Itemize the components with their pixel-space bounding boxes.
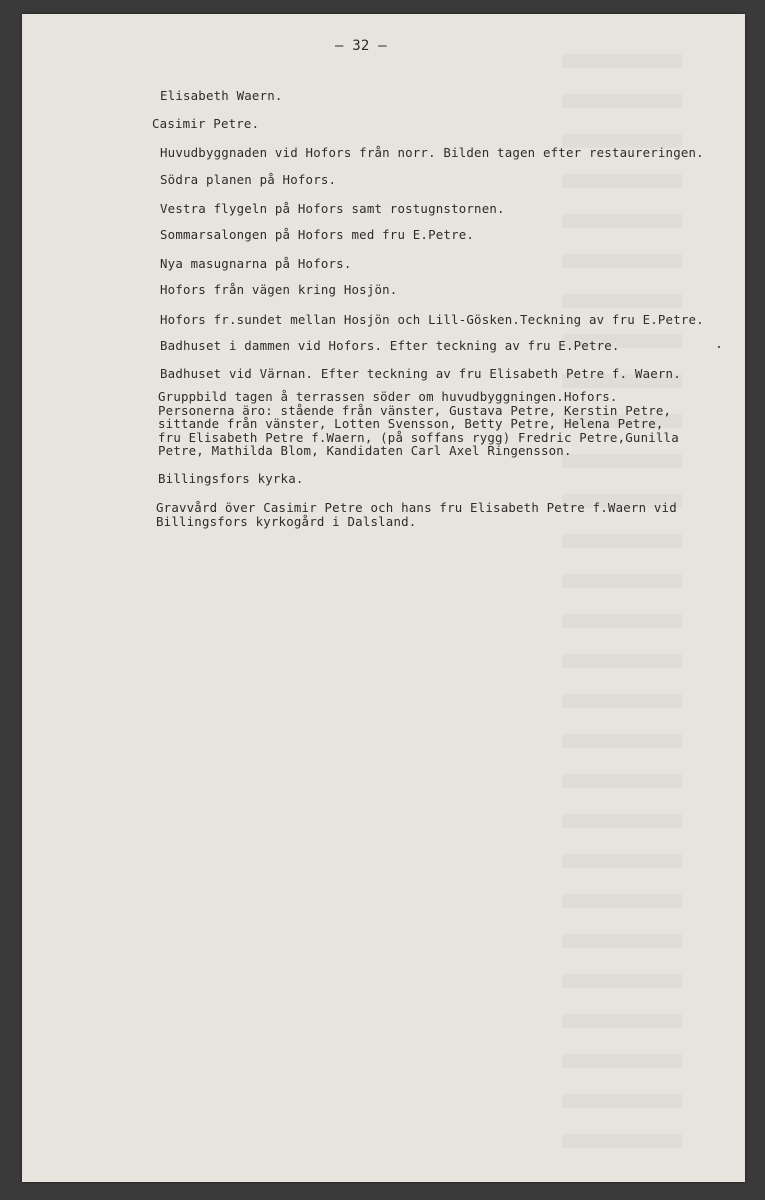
caption-line: Billingsfors kyrka. xyxy=(158,471,304,486)
page-number: – 32 – xyxy=(335,38,387,54)
caption-line: Södra planen på Hofors. xyxy=(160,172,337,187)
caption-line: Badhuset i dammen vid Hofors. Efter teckning av fru E.Petre. xyxy=(160,338,620,353)
caption-line: Casimir Petre. xyxy=(152,116,260,131)
caption-line: Hofors fr.sundet mellan Hosjön och Lill-Gösken.Teckning av fru E.Petre. xyxy=(160,312,704,327)
group-photo-caption xyxy=(158,390,679,458)
stray-mark xyxy=(718,346,720,348)
caption-line: Huvudbyggnaden vid Hofors från norr. Bilden tagen efter restaureringen. xyxy=(160,145,704,160)
caption-line: Gravvård över Casimir Petre och hans fru Elisabeth Petre f.Waern vid xyxy=(156,500,677,515)
caption-line: Billingsfors kyrkogård i Dalsland. xyxy=(156,513,417,529)
caption-line: Sommarsalongen på Hofors med fru E.Petre. xyxy=(160,227,475,242)
grave-caption xyxy=(156,501,677,528)
caption-line: Hofors från vägen kring Hosjön. xyxy=(160,282,398,297)
caption-line: sittande från vänster, Lotten Svensson, Betty Petre, Helena Petre, xyxy=(158,416,664,431)
caption-line: Vestra flygeln på Hofors samt rostugnstornen. xyxy=(160,201,505,216)
caption-line: fru Elisabeth Petre f.Waern, (på soffans rygg) Fredric Petre,Gunilla xyxy=(158,429,679,445)
caption-line: Gruppbild tagen å terrassen söder om huvudbyggningen.Hofors. xyxy=(158,389,618,404)
caption-line: Elisabeth Waern. xyxy=(160,88,283,103)
caption-line: Personerna äro: stående från vänster, Gustava Petre, Kerstin Petre, xyxy=(158,402,672,418)
reverse-side-bleed xyxy=(562,54,682,1174)
caption-line: Petre, Mathilda Blom, Kandidaten Carl Axel Ringensson. xyxy=(158,443,572,458)
caption-line: Badhuset vid Värnan. Efter teckning av fru Elisabeth Petre f. Waern. xyxy=(160,366,681,381)
document-page xyxy=(22,14,745,1182)
caption-line: Nya masugnarna på Hofors. xyxy=(160,256,352,271)
